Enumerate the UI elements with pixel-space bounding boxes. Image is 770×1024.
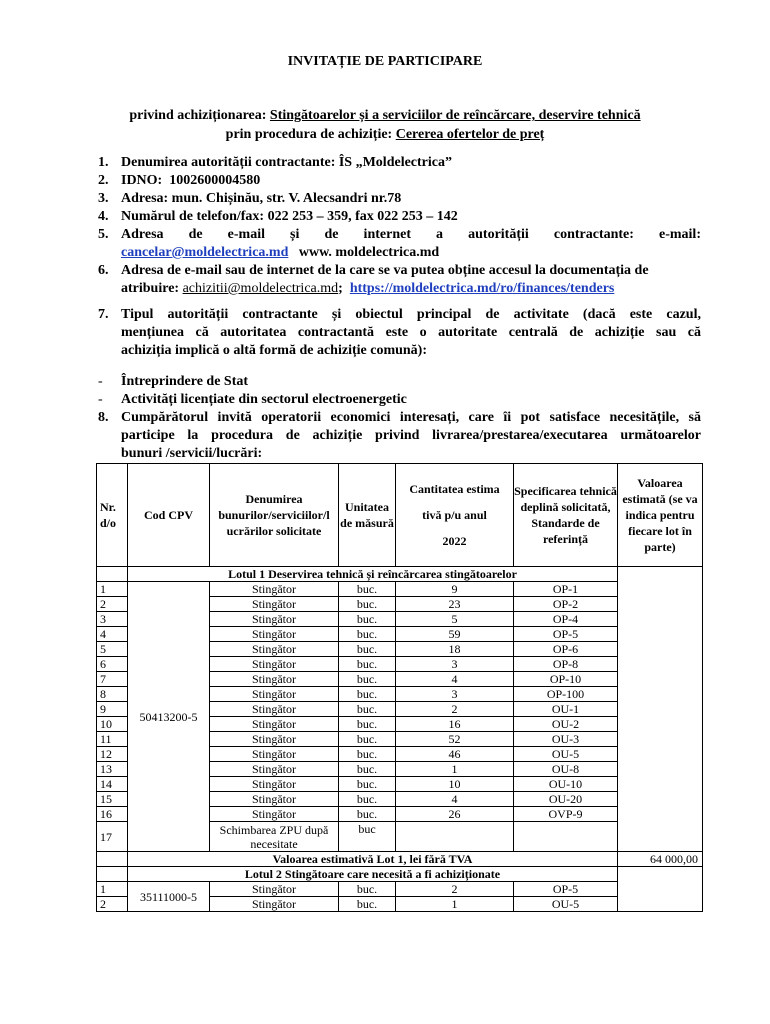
item-spec: OU-1 xyxy=(514,702,618,717)
header-name: Denumirea bunurilor/serviciilor/l ucrărilor solicitate xyxy=(210,464,339,567)
row-number: 12 xyxy=(97,747,128,762)
item-unit: buc. xyxy=(339,642,396,657)
item-qty: 16 xyxy=(396,717,514,732)
lot-empty-cell xyxy=(97,567,128,582)
section-number: 6. xyxy=(98,263,109,278)
header-qty-line-1: Cantitatea estima xyxy=(409,482,500,496)
item-spec: OP-100 xyxy=(514,687,618,702)
item-qty: 4 xyxy=(396,672,514,687)
lot-title: Lotul 1 Deservirea tehnică și reîncărcarea stingătoarelor xyxy=(128,567,618,582)
item-name: Stingător xyxy=(210,672,339,687)
item-spec: OP-5 xyxy=(514,882,618,897)
row-number: 2 xyxy=(97,597,128,612)
header-spec: Specificarea tehnică deplină solicitată, Standarde de referință xyxy=(514,464,618,567)
item-name: Stingător xyxy=(210,717,339,732)
row-number: 13 xyxy=(97,762,128,777)
item-spec: OU-5 xyxy=(514,897,618,912)
row-number: 7 xyxy=(97,672,128,687)
header-qty-line-3: 2022 xyxy=(442,534,467,548)
row-number: 1 xyxy=(97,882,128,897)
item-qty: 3 xyxy=(396,687,514,702)
cpv-code: 35111000-5 xyxy=(128,882,210,912)
item-spec: OP-5 xyxy=(514,627,618,642)
lot-value-cell xyxy=(618,567,703,852)
item-name: Stingător xyxy=(210,807,339,822)
lot-total-row xyxy=(97,852,703,867)
item-qty: 52 xyxy=(396,732,514,747)
item-name: Schimbarea ZPU după necesitate xyxy=(210,822,339,852)
item-unit: buc. xyxy=(339,672,396,687)
procedure-prefix: prin procedura de achiziție: xyxy=(225,127,396,142)
item-unit: buc. xyxy=(339,582,396,597)
subtitle-prefix: privind achiziționarea: xyxy=(129,108,270,123)
section-text-line-3: achiziția implică o altă formă de achiziție comună): xyxy=(121,343,427,358)
item-qty: 2 xyxy=(396,702,514,717)
lot-title-row xyxy=(97,567,703,582)
procedure-name: Cererea ofertelor de preț xyxy=(395,127,545,142)
item-name: Stingător xyxy=(210,642,339,657)
cpv-code: 50413200-5 xyxy=(128,582,210,852)
section-number: 8. xyxy=(98,410,109,425)
item-unit: buc. xyxy=(339,762,396,777)
bullet-dash: - xyxy=(98,392,103,407)
row-number: 8 xyxy=(97,687,128,702)
link-separator: ; xyxy=(338,281,350,296)
item-name: Stingător xyxy=(210,627,339,642)
item-unit: buc. xyxy=(339,717,396,732)
row-number: 5 xyxy=(97,642,128,657)
table-header-row xyxy=(97,464,703,567)
header-unit: Unitatea de măsură xyxy=(339,464,396,567)
section-text-line-1: Cumpărătorul invită operatorii economici interesați, care îi pot satisface necesitățile, să xyxy=(121,410,701,425)
item-unit: buc. xyxy=(339,687,396,702)
section-text-line-2: participe la procedura de achiziție privind livrarea/prestarea/executarea următoarelor xyxy=(121,428,701,443)
item-qty xyxy=(396,822,514,852)
item-unit: buc. xyxy=(339,612,396,627)
item-qty: 59 xyxy=(396,627,514,642)
item-unit: buc. xyxy=(339,702,396,717)
item-spec: OP-4 xyxy=(514,612,618,627)
item-qty: 1 xyxy=(396,762,514,777)
row-number: 2 xyxy=(97,897,128,912)
item-name: Stingător xyxy=(210,777,339,792)
item-unit: buc. xyxy=(339,882,396,897)
item-unit: buc. xyxy=(339,732,396,747)
item-qty: 46 xyxy=(396,747,514,762)
item-spec: OP-8 xyxy=(514,657,618,672)
item-name: Stingător xyxy=(210,612,339,627)
item-unit: buc. xyxy=(339,897,396,912)
document-title: INVITAȚIE DE PARTICIPARE xyxy=(287,54,483,69)
item-spec: OP-10 xyxy=(514,672,618,687)
section-text: Numărul de telefon/fax: 022 253 – 359, fax 022 253 – 142 xyxy=(121,209,458,224)
row-number: 14 xyxy=(97,777,128,792)
lot-title: Lotul 2 Stingătoare care necesită a fi achiziționate xyxy=(128,867,618,882)
item-unit: buc. xyxy=(339,627,396,642)
item-spec: OP-6 xyxy=(514,642,618,657)
item-unit: buc. xyxy=(339,597,396,612)
item-qty: 1 xyxy=(396,897,514,912)
item-spec: OU-3 xyxy=(514,732,618,747)
item-qty: 4 xyxy=(396,792,514,807)
document-subtitle xyxy=(90,106,680,144)
section-number: 1. xyxy=(98,155,109,170)
section-text-line-1: Tipul autorității contractante și obiectul principal de activitate (dacă este cazul, xyxy=(121,307,701,322)
row-number: 10 xyxy=(97,717,128,732)
row-number: 16 xyxy=(97,807,128,822)
item-unit: buc. xyxy=(339,747,396,762)
section-number: 5. xyxy=(98,227,109,242)
item-name: Stingător xyxy=(210,582,339,597)
table-row xyxy=(97,882,703,897)
section-number: 7. xyxy=(98,307,109,322)
item-name: Stingător xyxy=(210,897,339,912)
item-unit: buc. xyxy=(339,807,396,822)
item-spec: OU-10 xyxy=(514,777,618,792)
bullet-text: Activități licențiate din sectorul electroenergetic xyxy=(121,392,407,407)
bullet-dash: - xyxy=(98,374,103,389)
email-link[interactable]: cancelar@moldelectrica.md xyxy=(121,245,289,260)
section-text: Adresa de e-mail sau de internet de la care se va putea obține accesul la documentația de xyxy=(121,263,649,278)
item-name: Stingător xyxy=(210,687,339,702)
item-name: Stingător xyxy=(210,732,339,747)
item-unit: buc xyxy=(339,822,396,852)
section-text: IDNO: 1002600004580 xyxy=(121,173,261,188)
section-text-line-3: bunuri /servicii/lucrări: xyxy=(121,446,263,461)
table-row xyxy=(97,582,703,597)
item-qty: 23 xyxy=(396,597,514,612)
item-name: Stingător xyxy=(210,657,339,672)
row-number: 17 xyxy=(97,822,128,852)
tenders-url-link[interactable]: https://moldelectrica.md/ro/finances/tenders xyxy=(349,281,615,296)
subtitle-subject: Stingătoarelor și a serviciilor de reîncărcare, deservire tehnică xyxy=(269,108,641,123)
item-spec: OP-2 xyxy=(514,597,618,612)
row-number: 4 xyxy=(97,627,128,642)
item-qty: 2 xyxy=(396,882,514,897)
atribuire-prefix: atribuire: xyxy=(121,281,183,296)
header-nr: Nr. d/o xyxy=(97,464,128,567)
item-spec: OP-1 xyxy=(514,582,618,597)
item-qty: 3 xyxy=(396,657,514,672)
header-qty xyxy=(396,464,514,567)
section-text: Adresa de e-mail și de internet a autorității contractante: e-mail: xyxy=(121,227,701,242)
row-number: 3 xyxy=(97,612,128,627)
total-value: 64 000,00 xyxy=(618,852,703,867)
section-number: 2. xyxy=(98,173,109,188)
row-number: 11 xyxy=(97,732,128,747)
item-name: Stingător xyxy=(210,747,339,762)
item-name: Stingător xyxy=(210,762,339,777)
header-value: Valoarea estimată (se va indica pentru fiecare lot în parte) xyxy=(618,464,703,567)
item-qty: 9 xyxy=(396,582,514,597)
total-label: Valoarea estimativă Lot 1, lei fără TVA xyxy=(128,852,618,867)
item-spec: OU-2 xyxy=(514,717,618,732)
item-spec: OVP-9 xyxy=(514,807,618,822)
item-qty: 18 xyxy=(396,642,514,657)
item-unit: buc. xyxy=(339,657,396,672)
section-text: Adresa: mun. Chișinău, str. V. Alecsandri nr.78 xyxy=(121,191,402,206)
item-spec: OU-20 xyxy=(514,792,618,807)
achizitii-email-link[interactable]: achizitii@moldelectrica.md xyxy=(182,281,339,296)
section-number: 3. xyxy=(98,191,109,206)
item-spec xyxy=(514,822,618,852)
item-name: Stingător xyxy=(210,882,339,897)
row-number: 15 xyxy=(97,792,128,807)
item-qty: 10 xyxy=(396,777,514,792)
item-qty: 5 xyxy=(396,612,514,627)
website-text: www. moldelectrica.md xyxy=(298,245,440,260)
lot-empty-cell xyxy=(97,852,128,867)
item-name: Stingător xyxy=(210,597,339,612)
lot-value-cell xyxy=(618,867,703,912)
section-text: Denumirea autorității contractante: ÎS „Moldelectrica” xyxy=(121,155,452,170)
row-number: 1 xyxy=(97,582,128,597)
lot-title-row xyxy=(97,867,703,882)
section-text-line-2: mențiunea că autoritatea contractantă este o autoritate centrală de achiziție sau că xyxy=(121,325,701,340)
row-number: 6 xyxy=(97,657,128,672)
header-cpv: Cod CPV xyxy=(128,464,210,567)
item-unit: buc. xyxy=(339,792,396,807)
item-spec: OU-8 xyxy=(514,762,618,777)
lot-empty-cell xyxy=(97,867,128,882)
item-name: Stingător xyxy=(210,792,339,807)
item-qty: 26 xyxy=(396,807,514,822)
row-number: 9 xyxy=(97,702,128,717)
section-number: 4. xyxy=(98,209,109,224)
item-spec: OU-5 xyxy=(514,747,618,762)
procurement-table xyxy=(96,463,703,912)
header-qty-line-2: tivă p/u anul xyxy=(422,508,487,522)
item-name: Stingător xyxy=(210,702,339,717)
bullet-text: Întreprindere de Stat xyxy=(121,374,249,389)
item-unit: buc. xyxy=(339,777,396,792)
